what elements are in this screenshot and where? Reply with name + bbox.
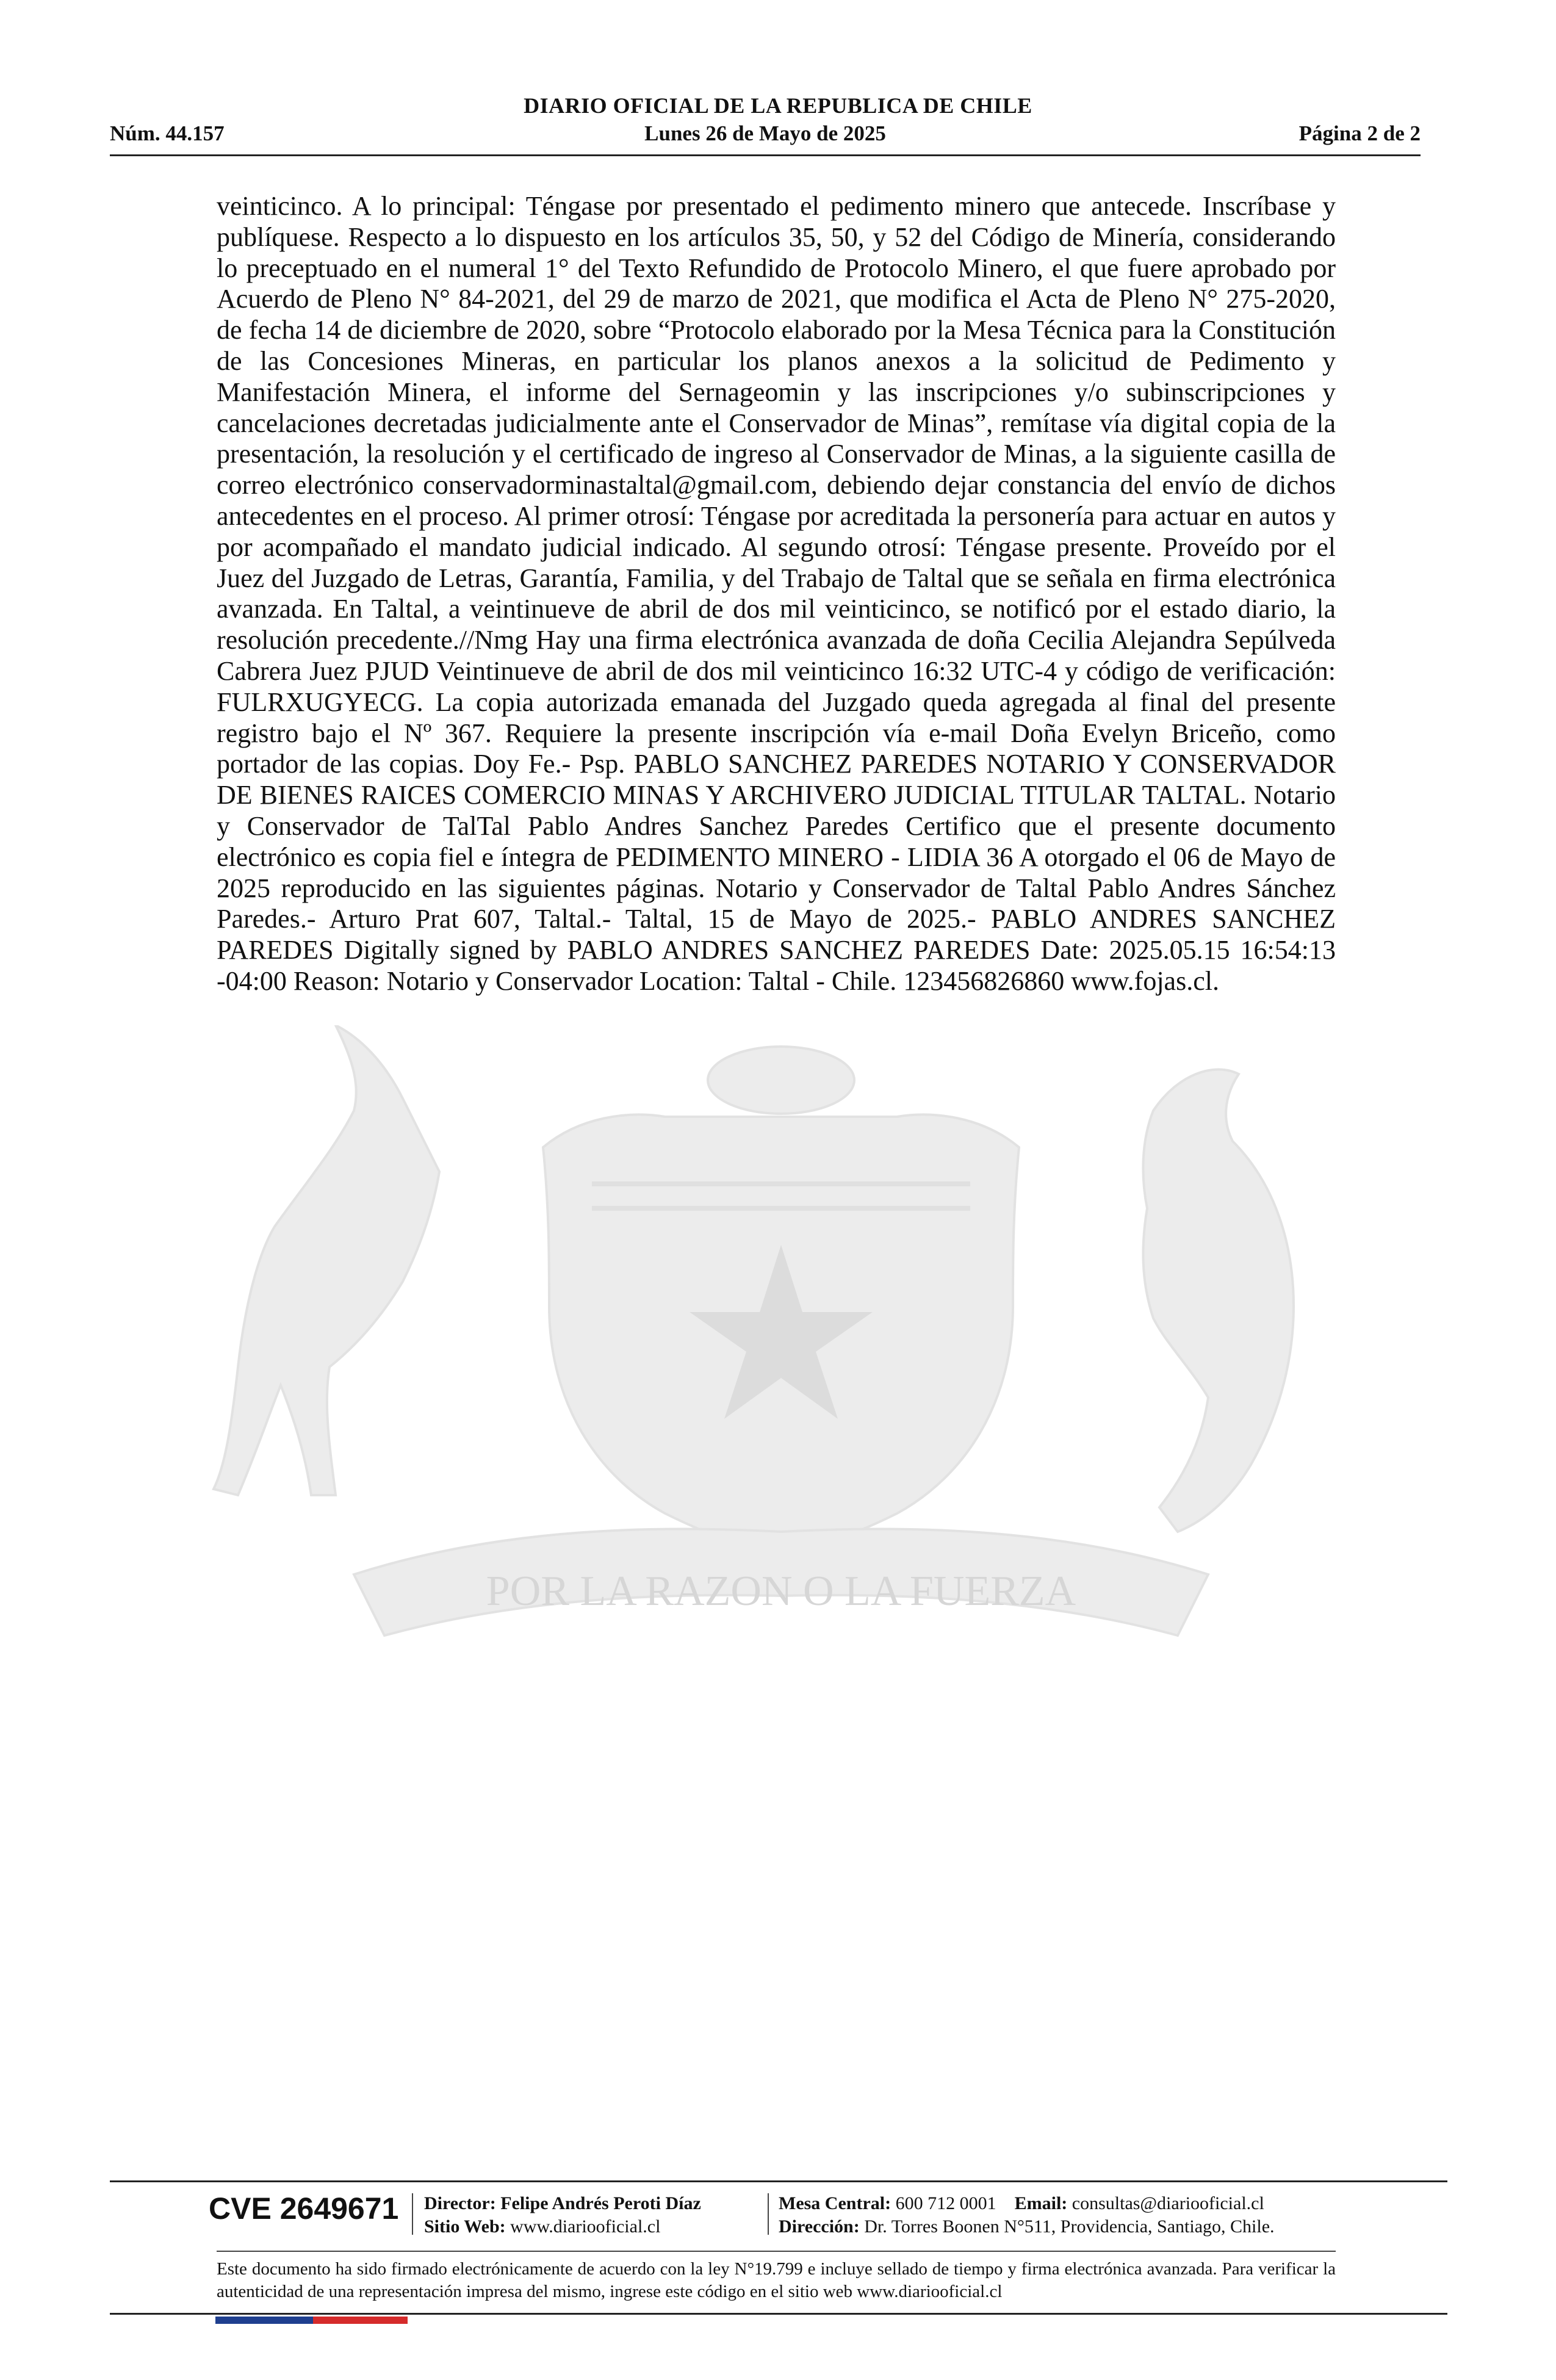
- footer-bottom-divider: [110, 2313, 1447, 2315]
- cve-code: CVE 2649671: [209, 2191, 399, 2226]
- footer-top-divider: [110, 2180, 1447, 2182]
- email-label: Email:: [1014, 2193, 1068, 2213]
- coat-of-arms-watermark: [201, 1025, 1361, 1684]
- header-divider: [110, 154, 1421, 156]
- phone-label: Mesa Central:: [779, 2193, 891, 2213]
- flag-stripe-red: [313, 2317, 408, 2324]
- footer-contact-block: [779, 2192, 1275, 2238]
- director-label: Director:: [424, 2193, 496, 2213]
- address-text: Dr. Torres Boonen N°511, Providencia, Santiago, Chile.: [864, 2216, 1275, 2237]
- newspaper-title: DIARIO OFICIAL DE LA REPUBLICA DE CHILE: [524, 93, 1032, 118]
- footer-director-block: [424, 2192, 701, 2238]
- website-label: Sitio Web:: [424, 2216, 506, 2237]
- legal-notice: Este documento ha sido firmado electrónicamente de acuerdo con la ley N°19.799 e incluye sellado de tiempo y firma electrónica avanzada. Para verificar la autenticidad de una representación impresa del mismo, ingrese este código en el sitio web www.diariooficial.cl: [217, 2259, 1336, 2301]
- director-name: Felipe Andrés Peroti Díaz: [500, 2193, 701, 2213]
- page-indicator: Página 2 de 2: [1298, 121, 1421, 145]
- website-link[interactable]: www.diariooficial.cl: [510, 2216, 661, 2237]
- phone-number: 600 712 0001: [895, 2193, 996, 2213]
- issue-number: Núm. 44.157: [110, 121, 225, 145]
- header-row: [110, 121, 1421, 150]
- address-label: Dirección:: [779, 2216, 860, 2237]
- footer-separator: [412, 2193, 413, 2235]
- document-body: veinticinco. A lo principal: Téngase por presentado el pedimento minero que antecede. Inscríbase y publíquese. Respecto a lo dispuesto en los artículos 35, 50, y 52 del Código de Minería, considerando lo preceptuado en el numeral 1° del Texto Refundido de Protocolo Minero, el que fuere aprobado por Acuerdo de Pleno N° 84-2021, del 29 de marzo de 2021, que modifica el Acta de Pleno N° 275-2020, de fecha 14 de diciembre de 2020, sobre “Protocolo elaborado por la Mesa Técnica para la Constitución de las Concesiones Mineras, en particular los planos anexos a la solicitud de Pedimento y Manifestación Minera, el informe del Sernageomin y las inscripciones y/o subinscripciones y cancelaciones decretadas judicialmente ante el Conservador de Minas”, remítase vía digital copia de la presentación, la resolución y el certificado de ingreso al Conservador de Minas, a la siguiente casilla de correo electrónico conservadorminastaltal@gmail.com, debiendo dejar constancia del envío de dichos antecedentes en el proceso. Al primer otrosí: Téngase por acreditada la personería para actuar en autos y por acompañado el mandato judicial indicado. Al segundo otrosí: Téngase presente. Proveído por el Juez del Juzgado de Letras, Garantía, Familia, y del Trabajo de Taltal que se señala en firma electrónica avanzada. En Taltal, a veintinueve de abril de dos mil veinticinco, se notificó por el estado diario, la resolución precedente.//Nmg Hay una firma electrónica avanzada de doña Cecilia Alejandra Sepúlveda Cabrera Juez PJUD Veintinueve de abril de dos mil veinticinco 16:32 UTC-4 y código de verificación: FULRXUGYECG. La copia autorizada emanada del Juzgado queda agregada al final del presente registro bajo el Nº 367. Requiere la presente inscripción vía e-mail Doña Evelyn Briceño, como portador de las copias. Doy Fe.- Psp. PABLO SANCHEZ PAREDES NOTARIO Y CONSERVADOR DE BIENES RAICES COMERCIO MINAS Y ARCHIVERO JUDICIAL TITULAR TALTAL. Notario y Conservador de TalTal Pablo Andres Sanchez Paredes Certifico que el presente documento electrónico es copia fiel e íntegra de PEDIMENTO MINERO - LIDIA 36 A otorgado el 06 de Mayo de 2025 reproducido en las siguientes páginas. Notario y Conservador de Taltal Pablo Andres Sánchez Paredes.- Arturo Prat 607, Taltal.- Taltal, 15 de Mayo de 2025.- PABLO ANDRES SANCHEZ PAREDES Digitally signed by PABLO ANDRES SANCHEZ PAREDES Date: 2025.05.15 16:54:13 -04:00 Reason: Notario y Conservador Location: Taltal - Chile. 123456826860 www.fojas.cl.: [217, 191, 1336, 996]
- flag-stripe-blue: [215, 2317, 313, 2324]
- watermark-motto: POR LA RAZON O LA FUERZA: [486, 1568, 1076, 1615]
- footer-mid-divider: [217, 2251, 1336, 2252]
- footer-separator: [768, 2193, 769, 2235]
- issue-date: Lunes 26 de Mayo de 2025: [644, 121, 886, 145]
- email-link[interactable]: consultas@diariooficial.cl: [1072, 2193, 1264, 2213]
